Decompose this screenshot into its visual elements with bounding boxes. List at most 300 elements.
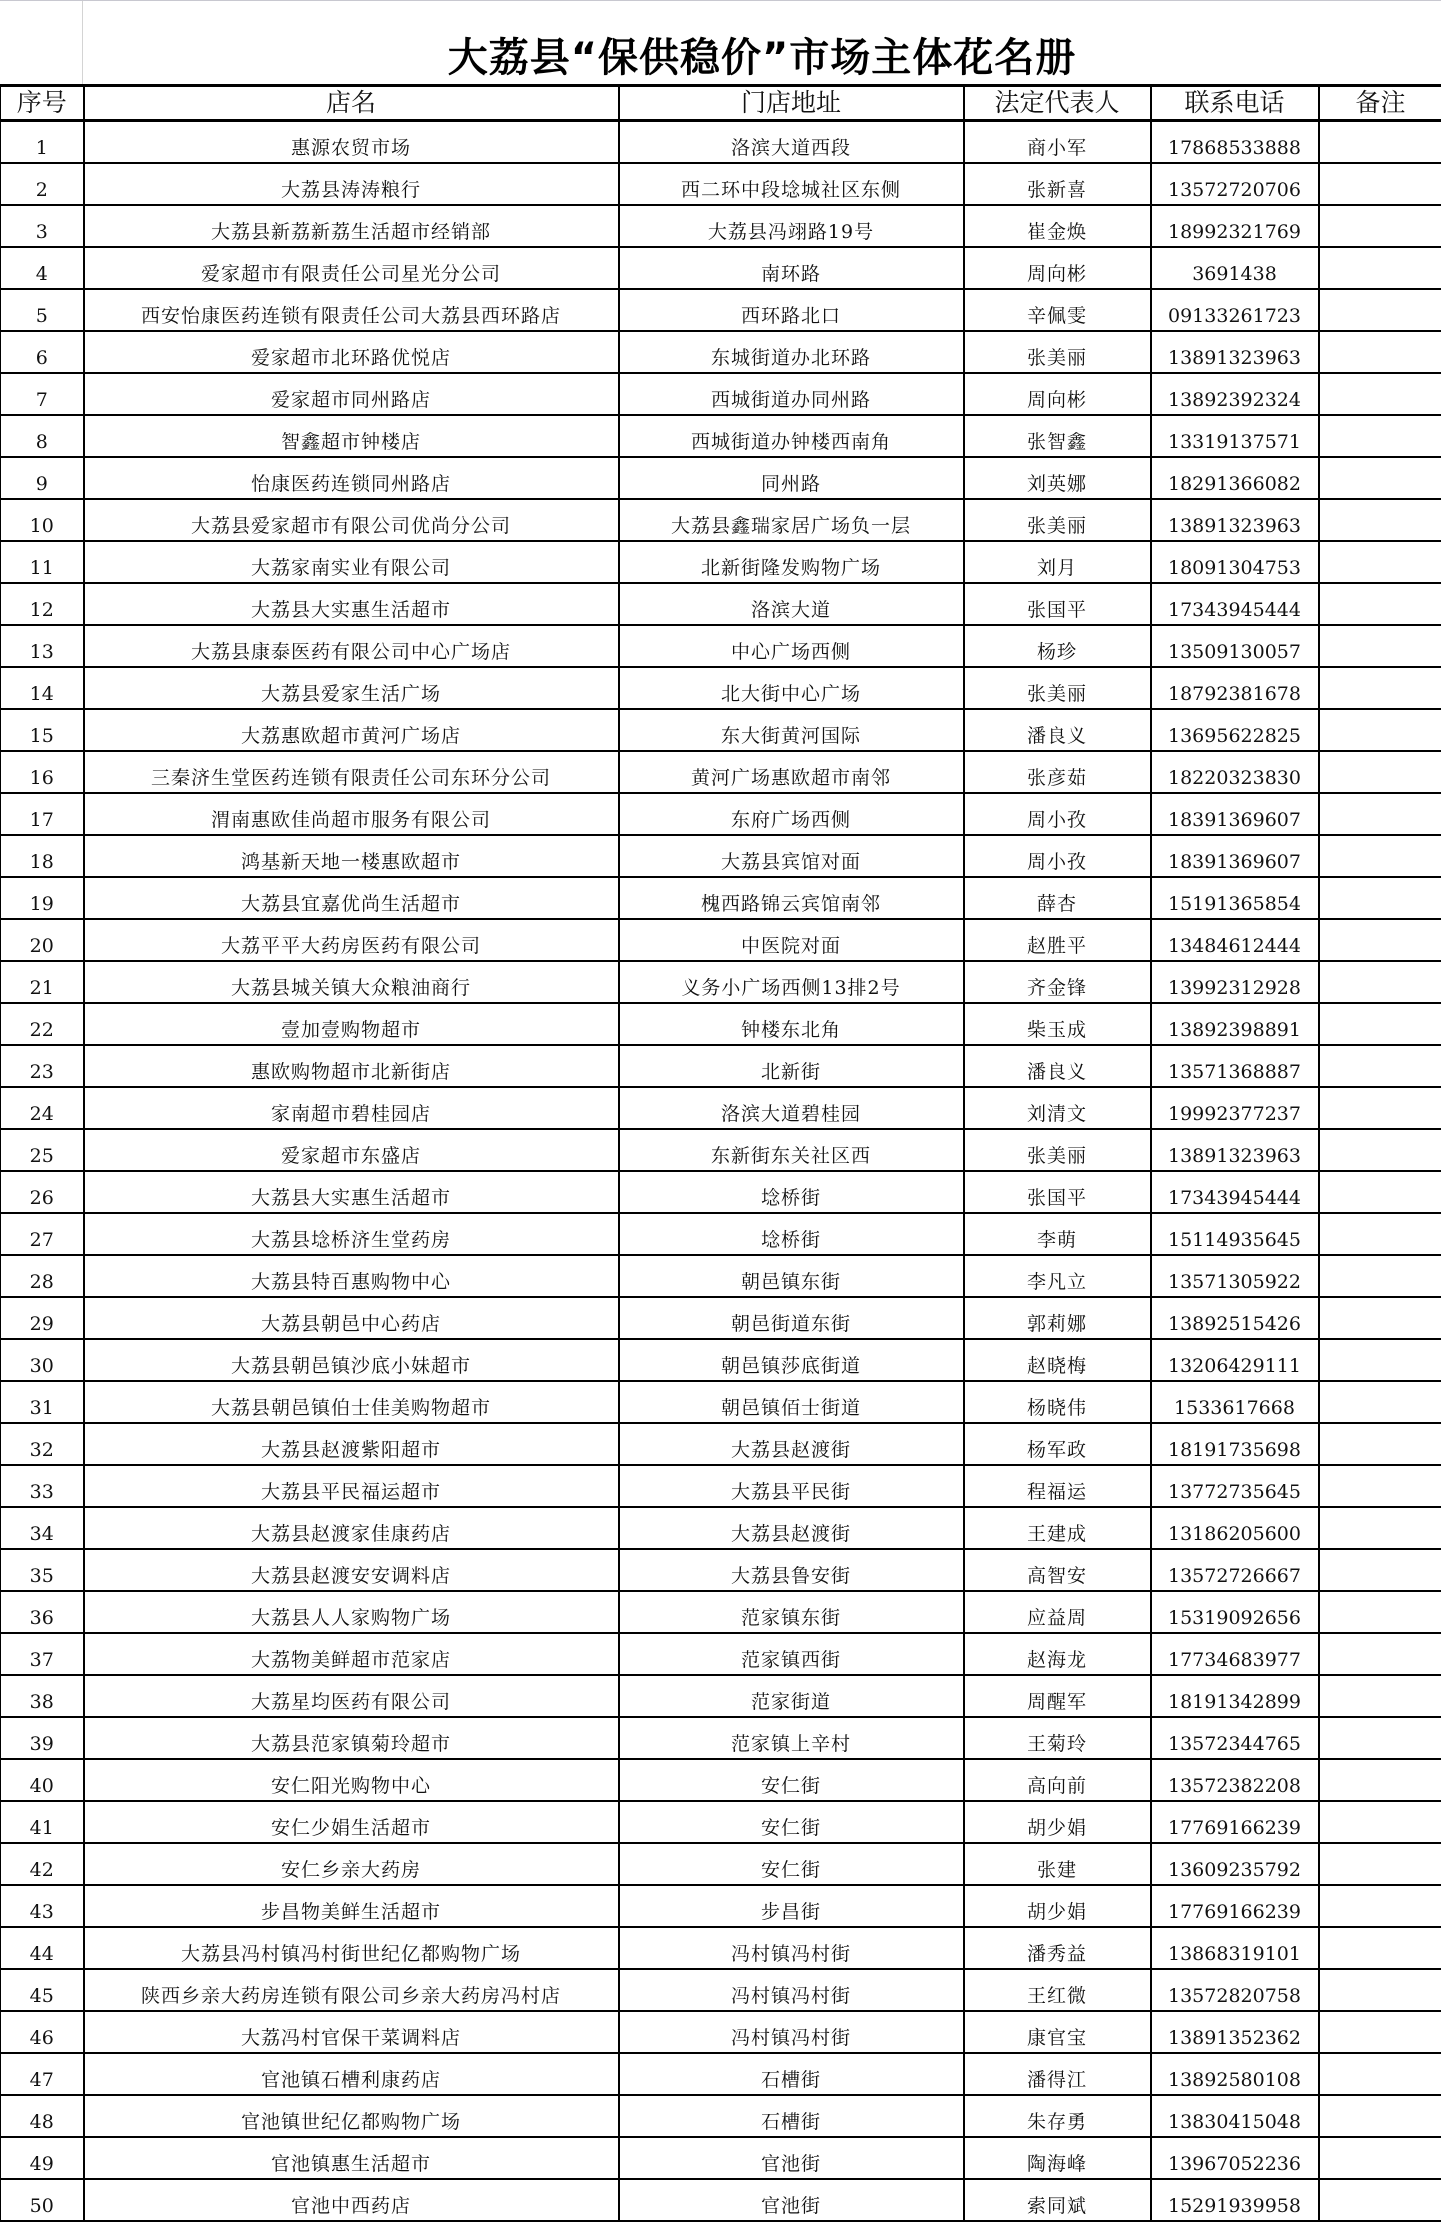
cell-remark bbox=[1319, 121, 1441, 164]
cell-address: 西二环中段埝城社区东侧 bbox=[619, 163, 964, 205]
cell-address: 官池街 bbox=[619, 2179, 964, 2221]
cell-phone: 13772735645 bbox=[1151, 1465, 1319, 1507]
cell-store-name: 渭南惠欧佳尚超市服务有限公司 bbox=[84, 793, 619, 835]
cell-store-name: 大荔县涛涛粮行 bbox=[84, 163, 619, 205]
cell-phone: 13186205600 bbox=[1151, 1507, 1319, 1549]
table-row bbox=[1, 1255, 1441, 1297]
cell-seq: 29 bbox=[1, 1297, 84, 1339]
cell-legal-rep: 李凡立 bbox=[964, 1255, 1151, 1297]
cell-address: 石槽街 bbox=[619, 2053, 964, 2095]
table-row bbox=[1, 1087, 1441, 1129]
cell-store-name: 大荔平平大药房医药有限公司 bbox=[84, 919, 619, 961]
cell-seq: 47 bbox=[1, 2053, 84, 2095]
cell-remark bbox=[1319, 1633, 1441, 1675]
table-row bbox=[1, 961, 1441, 1003]
cell-remark bbox=[1319, 1045, 1441, 1087]
cell-store-name: 大荔县人人家购物广场 bbox=[84, 1591, 619, 1633]
cell-store-name: 惠源农贸市场 bbox=[84, 121, 619, 164]
cell-remark bbox=[1319, 2011, 1441, 2053]
table-row bbox=[1, 121, 1441, 164]
cell-address: 朝邑镇莎底街道 bbox=[619, 1339, 964, 1381]
cell-remark bbox=[1319, 793, 1441, 835]
table-row bbox=[1, 1675, 1441, 1717]
table-row bbox=[1, 2095, 1441, 2137]
cell-store-name: 大荔星均医药有限公司 bbox=[84, 1675, 619, 1717]
table-row bbox=[1, 1465, 1441, 1507]
cell-address: 朝邑镇佰士街道 bbox=[619, 1381, 964, 1423]
cell-legal-rep: 赵胜平 bbox=[964, 919, 1151, 961]
cell-legal-rep: 周小孜 bbox=[964, 793, 1151, 835]
cell-remark bbox=[1319, 457, 1441, 499]
cell-legal-rep: 索同斌 bbox=[964, 2179, 1151, 2221]
cell-seq: 13 bbox=[1, 625, 84, 667]
cell-seq: 44 bbox=[1, 1927, 84, 1969]
cell-seq: 17 bbox=[1, 793, 84, 835]
cell-remark bbox=[1319, 289, 1441, 331]
cell-address: 中医院对面 bbox=[619, 919, 964, 961]
cell-seq: 46 bbox=[1, 2011, 84, 2053]
cell-address: 东大街黄河国际 bbox=[619, 709, 964, 751]
cell-address: 大荔县鲁安街 bbox=[619, 1549, 964, 1591]
cell-legal-rep: 胡少娟 bbox=[964, 1885, 1151, 1927]
cell-phone: 13891323963 bbox=[1151, 499, 1319, 541]
cell-seq: 3 bbox=[1, 205, 84, 247]
roster-table bbox=[0, 84, 1441, 2222]
cell-legal-rep: 郭莉娜 bbox=[964, 1297, 1151, 1339]
cell-remark bbox=[1319, 751, 1441, 793]
cell-legal-rep: 刘英娜 bbox=[964, 457, 1151, 499]
table-row bbox=[1, 163, 1441, 205]
cell-store-name: 大荔县赵渡家佳康药店 bbox=[84, 1507, 619, 1549]
cell-remark bbox=[1319, 1465, 1441, 1507]
cell-phone: 13509130057 bbox=[1151, 625, 1319, 667]
table-row bbox=[1, 1549, 1441, 1591]
cell-remark bbox=[1319, 1969, 1441, 2011]
cell-address: 安仁街 bbox=[619, 1801, 964, 1843]
table-row bbox=[1, 1171, 1441, 1213]
cell-phone: 13695622825 bbox=[1151, 709, 1319, 751]
cell-phone: 18792381678 bbox=[1151, 667, 1319, 709]
table-row bbox=[1, 1591, 1441, 1633]
cell-store-name: 大荔物美鲜超市范家店 bbox=[84, 1633, 619, 1675]
column-header-legal-rep: 法定代表人 bbox=[964, 86, 1151, 121]
cell-remark bbox=[1319, 667, 1441, 709]
cell-store-name: 安仁乡亲大药房 bbox=[84, 1843, 619, 1885]
cell-phone: 13992312928 bbox=[1151, 961, 1319, 1003]
table-row bbox=[1, 835, 1441, 877]
table-row bbox=[1, 1633, 1441, 1675]
cell-address: 中心广场西侧 bbox=[619, 625, 964, 667]
cell-store-name: 大荔县爱家生活广场 bbox=[84, 667, 619, 709]
cell-phone: 13868319101 bbox=[1151, 1927, 1319, 1969]
cell-remark bbox=[1319, 2179, 1441, 2221]
cell-store-name: 大荔县埝桥济生堂药房 bbox=[84, 1213, 619, 1255]
cell-remark bbox=[1319, 1549, 1441, 1591]
cell-phone: 13891323963 bbox=[1151, 331, 1319, 373]
cell-store-name: 爱家超市有限责任公司星光分公司 bbox=[84, 247, 619, 289]
table-row bbox=[1, 1969, 1441, 2011]
cell-store-name: 大荔县宜嘉优尚生活超市 bbox=[84, 877, 619, 919]
cell-address: 洛滨大道 bbox=[619, 583, 964, 625]
cell-address: 钟楼东北角 bbox=[619, 1003, 964, 1045]
cell-address: 冯村镇冯村街 bbox=[619, 2011, 964, 2053]
column-header-name: 店名 bbox=[84, 86, 619, 121]
cell-remark bbox=[1319, 1381, 1441, 1423]
cell-remark bbox=[1319, 1759, 1441, 1801]
cell-remark bbox=[1319, 709, 1441, 751]
table-row bbox=[1, 1927, 1441, 1969]
cell-legal-rep: 商小军 bbox=[964, 121, 1151, 164]
cell-address: 北大街中心广场 bbox=[619, 667, 964, 709]
cell-remark bbox=[1319, 331, 1441, 373]
table-row bbox=[1, 1339, 1441, 1381]
table-row bbox=[1, 2053, 1441, 2095]
cell-phone: 13484612444 bbox=[1151, 919, 1319, 961]
table-row bbox=[1, 751, 1441, 793]
cell-address: 官池街 bbox=[619, 2137, 964, 2179]
cell-phone: 13967052236 bbox=[1151, 2137, 1319, 2179]
cell-seq: 14 bbox=[1, 667, 84, 709]
cell-address: 大荔县赵渡街 bbox=[619, 1423, 964, 1465]
cell-address: 槐西路锦云宾馆南邻 bbox=[619, 877, 964, 919]
table-row bbox=[1, 1717, 1441, 1759]
table-row bbox=[1, 919, 1441, 961]
cell-seq: 9 bbox=[1, 457, 84, 499]
cell-phone: 13206429111 bbox=[1151, 1339, 1319, 1381]
cell-legal-rep: 高智安 bbox=[964, 1549, 1151, 1591]
cell-store-name: 官池镇石槽利康药店 bbox=[84, 2053, 619, 2095]
cell-store-name: 官池镇世纪亿都购物广场 bbox=[84, 2095, 619, 2137]
table-row bbox=[1, 1045, 1441, 1087]
cell-phone: 13892392324 bbox=[1151, 373, 1319, 415]
cell-phone: 13572820758 bbox=[1151, 1969, 1319, 2011]
cell-remark bbox=[1319, 1171, 1441, 1213]
cell-seq: 38 bbox=[1, 1675, 84, 1717]
cell-address: 石槽街 bbox=[619, 2095, 964, 2137]
cell-remark bbox=[1319, 499, 1441, 541]
column-header-seq: 序号 bbox=[1, 86, 84, 121]
cell-legal-rep: 齐金锋 bbox=[964, 961, 1151, 1003]
cell-legal-rep: 柴玉成 bbox=[964, 1003, 1151, 1045]
cell-remark bbox=[1319, 163, 1441, 205]
cell-phone: 13572344765 bbox=[1151, 1717, 1319, 1759]
table-row bbox=[1, 373, 1441, 415]
cell-remark bbox=[1319, 1213, 1441, 1255]
cell-phone: 18391369607 bbox=[1151, 835, 1319, 877]
cell-seq: 24 bbox=[1, 1087, 84, 1129]
cell-address: 冯村镇冯村街 bbox=[619, 1969, 964, 2011]
cell-seq: 36 bbox=[1, 1591, 84, 1633]
cell-remark bbox=[1319, 2053, 1441, 2095]
cell-remark bbox=[1319, 1423, 1441, 1465]
cell-address: 东新街东关社区西 bbox=[619, 1129, 964, 1171]
cell-seq: 15 bbox=[1, 709, 84, 751]
cell-seq: 42 bbox=[1, 1843, 84, 1885]
cell-seq: 23 bbox=[1, 1045, 84, 1087]
table-row bbox=[1, 877, 1441, 919]
cell-legal-rep: 张美丽 bbox=[964, 331, 1151, 373]
cell-legal-rep: 赵海龙 bbox=[964, 1633, 1151, 1675]
table-row bbox=[1, 1801, 1441, 1843]
cell-phone: 19992377237 bbox=[1151, 1087, 1319, 1129]
cell-store-name: 家南超市碧桂园店 bbox=[84, 1087, 619, 1129]
cell-phone: 18191342899 bbox=[1151, 1675, 1319, 1717]
column-header-phone: 联系电话 bbox=[1151, 86, 1319, 121]
cell-legal-rep: 应益周 bbox=[964, 1591, 1151, 1633]
cell-store-name: 爱家超市同州路店 bbox=[84, 373, 619, 415]
cell-store-name: 大荔县大实惠生活超市 bbox=[84, 583, 619, 625]
cell-store-name: 惠欧购物超市北新街店 bbox=[84, 1045, 619, 1087]
cell-store-name: 大荔县特百惠购物中心 bbox=[84, 1255, 619, 1297]
cell-address: 范家镇上辛村 bbox=[619, 1717, 964, 1759]
cell-seq: 48 bbox=[1, 2095, 84, 2137]
table-row bbox=[1, 331, 1441, 373]
table-row bbox=[1, 1213, 1441, 1255]
cell-legal-rep: 崔金焕 bbox=[964, 205, 1151, 247]
cell-remark bbox=[1319, 2137, 1441, 2179]
cell-legal-rep: 张国平 bbox=[964, 583, 1151, 625]
cell-legal-rep: 潘秀益 bbox=[964, 1927, 1151, 1969]
cell-seq: 43 bbox=[1, 1885, 84, 1927]
table-row bbox=[1, 1507, 1441, 1549]
cell-remark bbox=[1319, 1843, 1441, 1885]
cell-store-name: 鸿基新天地一楼惠欧超市 bbox=[84, 835, 619, 877]
cell-address: 西城街道办同州路 bbox=[619, 373, 964, 415]
cell-seq: 6 bbox=[1, 331, 84, 373]
cell-seq: 8 bbox=[1, 415, 84, 457]
cell-address: 义务小广场西侧13排2号 bbox=[619, 961, 964, 1003]
cell-phone: 17868533888 bbox=[1151, 121, 1319, 164]
cell-legal-rep: 李萌 bbox=[964, 1213, 1151, 1255]
cell-remark bbox=[1319, 1297, 1441, 1339]
cell-remark bbox=[1319, 373, 1441, 415]
cell-seq: 28 bbox=[1, 1255, 84, 1297]
cell-address: 北新街 bbox=[619, 1045, 964, 1087]
cell-seq: 20 bbox=[1, 919, 84, 961]
column-header-remark: 备注 bbox=[1319, 86, 1441, 121]
cell-remark bbox=[1319, 1675, 1441, 1717]
cell-seq: 25 bbox=[1, 1129, 84, 1171]
cell-store-name: 大荔县城关镇大众粮油商行 bbox=[84, 961, 619, 1003]
cell-legal-rep: 张美丽 bbox=[964, 499, 1151, 541]
cell-seq: 5 bbox=[1, 289, 84, 331]
cell-remark bbox=[1319, 877, 1441, 919]
cell-legal-rep: 陶海峰 bbox=[964, 2137, 1151, 2179]
cell-legal-rep: 朱存勇 bbox=[964, 2095, 1151, 2137]
cell-store-name: 西安怡康医药连锁有限责任公司大荔县西环路店 bbox=[84, 289, 619, 331]
table-row bbox=[1, 2011, 1441, 2053]
table-row bbox=[1, 1003, 1441, 1045]
cell-legal-rep: 王建成 bbox=[964, 1507, 1151, 1549]
cell-remark bbox=[1319, 919, 1441, 961]
cell-address: 朝邑街道东街 bbox=[619, 1297, 964, 1339]
cell-seq: 34 bbox=[1, 1507, 84, 1549]
cell-phone: 17769166239 bbox=[1151, 1801, 1319, 1843]
cell-legal-rep: 康官宝 bbox=[964, 2011, 1151, 2053]
cell-phone: 13572720706 bbox=[1151, 163, 1319, 205]
table-row bbox=[1, 1759, 1441, 1801]
cell-seq: 26 bbox=[1, 1171, 84, 1213]
cell-address: 大荔县鑫瑞家居广场负一层 bbox=[619, 499, 964, 541]
table-row bbox=[1, 1423, 1441, 1465]
cell-store-name: 官池镇惠生活超市 bbox=[84, 2137, 619, 2179]
cell-legal-rep: 程福运 bbox=[964, 1465, 1151, 1507]
table-row bbox=[1, 1885, 1441, 1927]
cell-phone: 18992321769 bbox=[1151, 205, 1319, 247]
cell-legal-rep: 高向前 bbox=[964, 1759, 1151, 1801]
table-row bbox=[1, 2179, 1441, 2221]
cell-legal-rep: 刘月 bbox=[964, 541, 1151, 583]
cell-phone: 13892515426 bbox=[1151, 1297, 1319, 1339]
cell-phone: 09133261723 bbox=[1151, 289, 1319, 331]
cell-phone: 18191735698 bbox=[1151, 1423, 1319, 1465]
table-row bbox=[1, 793, 1441, 835]
cell-legal-rep: 周醒军 bbox=[964, 1675, 1151, 1717]
cell-remark bbox=[1319, 1087, 1441, 1129]
cell-legal-rep: 潘良义 bbox=[964, 709, 1151, 751]
cell-remark bbox=[1319, 1507, 1441, 1549]
cell-store-name: 大荔县平民福运超市 bbox=[84, 1465, 619, 1507]
page-title: 大荔县“保供稳价”市场主体花名册 bbox=[83, 35, 1441, 81]
table-row bbox=[1, 667, 1441, 709]
cell-seq: 11 bbox=[1, 541, 84, 583]
cell-store-name: 智鑫超市钟楼店 bbox=[84, 415, 619, 457]
cell-address: 洛滨大道碧桂园 bbox=[619, 1087, 964, 1129]
cell-remark bbox=[1319, 1717, 1441, 1759]
cell-phone: 13891352362 bbox=[1151, 2011, 1319, 2053]
cell-seq: 32 bbox=[1, 1423, 84, 1465]
cell-legal-rep: 张国平 bbox=[964, 1171, 1151, 1213]
cell-phone: 15319092656 bbox=[1151, 1591, 1319, 1633]
cell-store-name: 大荔县大实惠生活超市 bbox=[84, 1171, 619, 1213]
cell-store-name: 大荔县朝邑镇伯士佳美购物超市 bbox=[84, 1381, 619, 1423]
cell-phone: 1533617668 bbox=[1151, 1381, 1319, 1423]
cell-remark bbox=[1319, 1003, 1441, 1045]
cell-legal-rep: 张美丽 bbox=[964, 1129, 1151, 1171]
cell-remark bbox=[1319, 247, 1441, 289]
cell-legal-rep: 张新喜 bbox=[964, 163, 1151, 205]
cell-remark bbox=[1319, 1927, 1441, 1969]
cell-store-name: 大荔县康泰医药有限公司中心广场店 bbox=[84, 625, 619, 667]
table-row bbox=[1, 1129, 1441, 1171]
table-row bbox=[1, 583, 1441, 625]
cell-address: 冯村镇冯村街 bbox=[619, 1927, 964, 1969]
cell-legal-rep: 潘良义 bbox=[964, 1045, 1151, 1087]
cell-store-name: 大荔县冯村镇冯村街世纪亿都购物广场 bbox=[84, 1927, 619, 1969]
cell-address: 东城街道办北环路 bbox=[619, 331, 964, 373]
cell-remark bbox=[1319, 1801, 1441, 1843]
cell-remark bbox=[1319, 205, 1441, 247]
table-row bbox=[1, 289, 1441, 331]
cell-phone: 15291939958 bbox=[1151, 2179, 1319, 2221]
cell-legal-rep: 薛杏 bbox=[964, 877, 1151, 919]
cell-address: 埝桥街 bbox=[619, 1213, 964, 1255]
cell-address: 大荔县宾馆对面 bbox=[619, 835, 964, 877]
cell-store-name: 官池中西药店 bbox=[84, 2179, 619, 2221]
table-row bbox=[1, 499, 1441, 541]
cell-legal-rep: 张建 bbox=[964, 1843, 1151, 1885]
cell-store-name: 怡康医药连锁同州路店 bbox=[84, 457, 619, 499]
cell-store-name: 大荔县朝邑镇沙底小妹超市 bbox=[84, 1339, 619, 1381]
cell-legal-rep: 张智鑫 bbox=[964, 415, 1151, 457]
cell-address: 范家街道 bbox=[619, 1675, 964, 1717]
table-row bbox=[1, 205, 1441, 247]
cell-phone: 13572726667 bbox=[1151, 1549, 1319, 1591]
cell-address: 东府广场西侧 bbox=[619, 793, 964, 835]
cell-address: 安仁街 bbox=[619, 1843, 964, 1885]
cell-legal-rep: 周向彬 bbox=[964, 373, 1151, 415]
cell-store-name: 大荔县新荔新荔生活超市经销部 bbox=[84, 205, 619, 247]
cell-seq: 35 bbox=[1, 1549, 84, 1591]
cell-seq: 41 bbox=[1, 1801, 84, 1843]
table-row bbox=[1, 457, 1441, 499]
cell-store-name: 大荔县朝邑中心药店 bbox=[84, 1297, 619, 1339]
cell-remark bbox=[1319, 1129, 1441, 1171]
cell-address: 洛滨大道西段 bbox=[619, 121, 964, 164]
cell-address: 西环路北口 bbox=[619, 289, 964, 331]
cell-seq: 18 bbox=[1, 835, 84, 877]
table-row bbox=[1, 2137, 1441, 2179]
cell-phone: 15114935645 bbox=[1151, 1213, 1319, 1255]
cell-address: 埝桥街 bbox=[619, 1171, 964, 1213]
cell-address: 范家镇东街 bbox=[619, 1591, 964, 1633]
table-row bbox=[1, 625, 1441, 667]
cell-seq: 31 bbox=[1, 1381, 84, 1423]
cell-store-name: 陕西乡亲大药房连锁有限公司乡亲大药房冯村店 bbox=[84, 1969, 619, 2011]
cell-legal-rep: 王红微 bbox=[964, 1969, 1151, 2011]
cell-remark bbox=[1319, 583, 1441, 625]
cell-phone: 18091304753 bbox=[1151, 541, 1319, 583]
cell-address: 西城街道办钟楼西南角 bbox=[619, 415, 964, 457]
cell-phone: 13830415048 bbox=[1151, 2095, 1319, 2137]
cell-legal-rep: 张美丽 bbox=[964, 667, 1151, 709]
roster-body bbox=[1, 121, 1441, 2222]
cell-remark bbox=[1319, 541, 1441, 583]
cell-store-name: 大荔县赵渡紫阳超市 bbox=[84, 1423, 619, 1465]
cell-address: 同州路 bbox=[619, 457, 964, 499]
cell-phone: 13892580108 bbox=[1151, 2053, 1319, 2095]
cell-legal-rep: 杨军政 bbox=[964, 1423, 1151, 1465]
column-header-address: 门店地址 bbox=[619, 86, 964, 121]
cell-seq: 40 bbox=[1, 1759, 84, 1801]
cell-seq: 2 bbox=[1, 163, 84, 205]
cell-phone: 13571305922 bbox=[1151, 1255, 1319, 1297]
cell-address: 大荔县平民街 bbox=[619, 1465, 964, 1507]
cell-legal-rep: 杨珍 bbox=[964, 625, 1151, 667]
cell-phone: 18391369607 bbox=[1151, 793, 1319, 835]
table-row bbox=[1, 709, 1441, 751]
table-row bbox=[1, 1843, 1441, 1885]
table-row bbox=[1, 247, 1441, 289]
table-row bbox=[1, 541, 1441, 583]
cell-phone: 18291366082 bbox=[1151, 457, 1319, 499]
cell-seq: 30 bbox=[1, 1339, 84, 1381]
title-row bbox=[0, 1, 1441, 84]
cell-store-name: 爱家超市北环路优悦店 bbox=[84, 331, 619, 373]
header-row bbox=[1, 86, 1441, 121]
cell-store-name: 安仁阳光购物中心 bbox=[84, 1759, 619, 1801]
cell-address: 南环路 bbox=[619, 247, 964, 289]
cell-seq: 49 bbox=[1, 2137, 84, 2179]
cell-address: 安仁街 bbox=[619, 1759, 964, 1801]
cell-seq: 12 bbox=[1, 583, 84, 625]
cell-legal-rep: 周小孜 bbox=[964, 835, 1151, 877]
cell-store-name: 大荔县爱家超市有限公司优尚分公司 bbox=[84, 499, 619, 541]
cell-legal-rep: 刘清文 bbox=[964, 1087, 1151, 1129]
cell-seq: 4 bbox=[1, 247, 84, 289]
cell-seq: 50 bbox=[1, 2179, 84, 2221]
cell-address: 朝邑镇东街 bbox=[619, 1255, 964, 1297]
